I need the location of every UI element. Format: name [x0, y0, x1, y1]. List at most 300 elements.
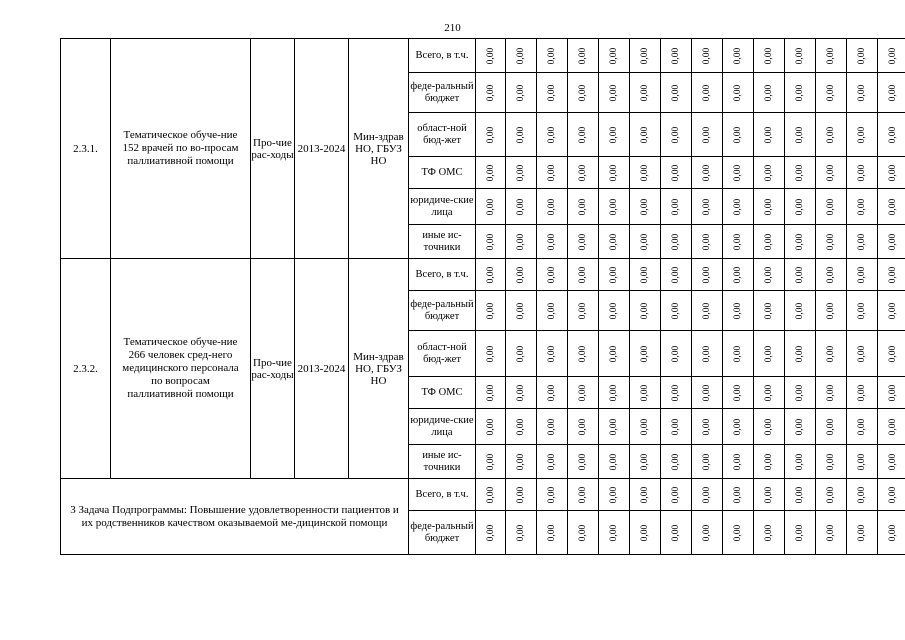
value-text: 0,00	[795, 345, 805, 362]
value-text: 0,00	[485, 418, 496, 435]
value-text: 0,00	[733, 198, 743, 215]
value-cell	[878, 157, 905, 189]
value-text: 0,00	[702, 384, 712, 401]
value-cell	[661, 511, 692, 555]
value-text: 0,00	[640, 47, 650, 64]
value-cell	[630, 259, 661, 291]
value-cell	[754, 259, 785, 291]
value-cell	[785, 189, 816, 225]
funding-source: ТФ ОМС	[409, 157, 476, 189]
value-cell	[506, 73, 537, 113]
value-text: 0,00	[733, 486, 743, 503]
value-cell	[476, 73, 506, 113]
value-text: 0,00	[578, 453, 588, 470]
value-text: 0,00	[640, 302, 650, 319]
value-text: 0,00	[671, 486, 681, 503]
value-text: 0,00	[702, 453, 712, 470]
value-cell	[754, 113, 785, 157]
value-text: 0,00	[640, 84, 650, 101]
value-text: 0,00	[547, 486, 557, 503]
value-cell	[847, 113, 878, 157]
executor: Мин-здрав НО, ГБУЗ НО	[349, 39, 409, 259]
value-text: 0,00	[733, 345, 743, 362]
value-text: 0,00	[702, 84, 712, 101]
value-text: 0,00	[516, 164, 526, 181]
value-cell	[506, 331, 537, 377]
value-cell	[847, 331, 878, 377]
value-text: 0,00	[671, 453, 681, 470]
value-text: 0,00	[857, 486, 867, 503]
value-cell	[568, 189, 599, 225]
value-cell	[785, 113, 816, 157]
value-text: 0,00	[702, 266, 712, 283]
value-cell	[568, 445, 599, 479]
funding-source: ТФ ОМС	[409, 377, 476, 409]
value-cell	[630, 511, 661, 555]
value-text: 0,00	[888, 233, 898, 250]
value-cell	[878, 39, 905, 73]
funding-source: иные ис-точники	[409, 225, 476, 259]
value-cell	[878, 225, 905, 259]
value-cell	[754, 291, 785, 331]
value-text: 0,00	[609, 486, 619, 503]
value-cell	[476, 291, 506, 331]
value-text: 0,00	[764, 266, 774, 283]
value-cell	[476, 409, 506, 445]
value-text: 0,00	[578, 198, 588, 215]
funding-source: феде-ральный бюджет	[409, 511, 476, 555]
value-text: 0,00	[795, 233, 805, 250]
value-cell	[754, 73, 785, 113]
value-text: 0,00	[702, 198, 712, 215]
value-cell	[723, 445, 754, 479]
funding-source: юридиче-ские лица	[409, 409, 476, 445]
value-cell	[723, 331, 754, 377]
value-cell	[599, 511, 630, 555]
value-text: 0,00	[609, 47, 619, 64]
value-cell	[568, 113, 599, 157]
value-cell	[816, 225, 847, 259]
value-cell	[599, 39, 630, 73]
value-text: 0,00	[888, 164, 898, 181]
value-cell	[692, 113, 723, 157]
executor: Мин-здрав НО, ГБУЗ НО	[349, 259, 409, 479]
value-cell	[692, 291, 723, 331]
value-text: 0,00	[547, 47, 557, 64]
value-cell	[723, 189, 754, 225]
value-cell	[661, 225, 692, 259]
value-text: 0,00	[826, 453, 836, 470]
value-cell	[661, 331, 692, 377]
value-cell	[754, 39, 785, 73]
value-text: 0,00	[547, 302, 557, 319]
value-text: 0,00	[764, 524, 774, 541]
value-cell	[692, 445, 723, 479]
value-cell	[878, 189, 905, 225]
value-cell	[661, 377, 692, 409]
value-text: 0,00	[826, 233, 836, 250]
value-cell	[537, 291, 568, 331]
value-text: 0,00	[547, 126, 557, 143]
value-cell	[599, 189, 630, 225]
value-cell	[878, 377, 905, 409]
value-text: 0,00	[640, 384, 650, 401]
value-text: 0,00	[516, 126, 526, 143]
funding-source: иные ис-точники	[409, 445, 476, 479]
value-cell	[537, 259, 568, 291]
value-cell	[754, 157, 785, 189]
value-text: 0,00	[795, 198, 805, 215]
value-cell	[568, 225, 599, 259]
value-text: 0,00	[578, 418, 588, 435]
value-text: 0,00	[702, 486, 712, 503]
value-text: 0,00	[578, 384, 588, 401]
value-cell	[537, 479, 568, 511]
value-cell	[537, 377, 568, 409]
value-cell	[661, 113, 692, 157]
value-text: 0,00	[733, 266, 743, 283]
value-text: 0,00	[547, 233, 557, 250]
value-text: 0,00	[609, 233, 619, 250]
value-text: 0,00	[485, 198, 496, 215]
value-cell	[630, 479, 661, 511]
value-cell	[506, 511, 537, 555]
value-text: 0,00	[516, 486, 526, 503]
value-cell	[754, 331, 785, 377]
value-text: 0,00	[547, 418, 557, 435]
value-text: 0,00	[764, 418, 774, 435]
value-text: 0,00	[516, 418, 526, 435]
value-cell	[568, 73, 599, 113]
value-cell	[785, 259, 816, 291]
funding-source: област-ной бюд-жет	[409, 113, 476, 157]
value-text: 0,00	[516, 198, 526, 215]
value-text: 0,00	[671, 47, 681, 64]
value-cell	[537, 113, 568, 157]
value-cell	[723, 259, 754, 291]
period: 2013-2024	[295, 39, 349, 259]
value-text: 0,00	[485, 47, 496, 64]
value-text: 0,00	[795, 302, 805, 319]
value-text: 0,00	[764, 302, 774, 319]
value-text: 0,00	[671, 233, 681, 250]
value-text: 0,00	[702, 345, 712, 362]
value-cell	[506, 259, 537, 291]
value-text: 0,00	[795, 47, 805, 64]
value-cell	[785, 511, 816, 555]
value-cell	[878, 259, 905, 291]
value-cell	[506, 377, 537, 409]
value-cell	[692, 479, 723, 511]
value-text: 0,00	[640, 486, 650, 503]
value-cell	[599, 113, 630, 157]
value-text: 0,00	[888, 302, 898, 319]
value-cell	[476, 479, 506, 511]
value-text: 0,00	[857, 233, 867, 250]
value-cell	[878, 73, 905, 113]
value-cell	[599, 225, 630, 259]
value-cell	[599, 409, 630, 445]
value-cell	[816, 39, 847, 73]
value-text: 0,00	[578, 524, 588, 541]
value-cell	[568, 479, 599, 511]
value-text: 0,00	[826, 198, 836, 215]
value-text: 0,00	[733, 47, 743, 64]
value-text: 0,00	[888, 198, 898, 215]
value-cell	[878, 291, 905, 331]
value-text: 0,00	[609, 164, 619, 181]
value-cell	[630, 225, 661, 259]
value-text: 0,00	[733, 84, 743, 101]
value-cell	[785, 445, 816, 479]
value-cell	[568, 291, 599, 331]
value-text: 0,00	[671, 266, 681, 283]
value-text: 0,00	[516, 453, 526, 470]
value-text: 0,00	[516, 233, 526, 250]
value-text: 0,00	[888, 418, 898, 435]
value-text: 0,00	[826, 84, 836, 101]
value-cell	[476, 225, 506, 259]
value-text: 0,00	[671, 302, 681, 319]
value-text: 0,00	[516, 47, 526, 64]
value-text: 0,00	[888, 126, 898, 143]
value-text: 0,00	[640, 345, 650, 362]
value-cell	[506, 479, 537, 511]
value-cell	[599, 331, 630, 377]
value-cell	[878, 445, 905, 479]
value-text: 0,00	[826, 524, 836, 541]
value-cell	[506, 409, 537, 445]
value-text: 0,00	[485, 524, 496, 541]
value-cell	[785, 479, 816, 511]
value-cell	[506, 39, 537, 73]
funding-source: феде-ральный бюджет	[409, 291, 476, 331]
value-cell	[599, 259, 630, 291]
value-text: 0,00	[671, 84, 681, 101]
value-cell	[754, 377, 785, 409]
value-text: 0,00	[640, 126, 650, 143]
value-cell	[878, 409, 905, 445]
value-text: 0,00	[826, 266, 836, 283]
value-cell	[754, 445, 785, 479]
row-number: 2.3.2.	[61, 259, 111, 479]
value-cell	[847, 157, 878, 189]
value-text: 0,00	[485, 164, 496, 181]
value-cell	[847, 511, 878, 555]
value-text: 0,00	[578, 233, 588, 250]
value-text: 0,00	[516, 524, 526, 541]
value-cell	[476, 259, 506, 291]
value-text: 0,00	[826, 47, 836, 64]
value-cell	[692, 259, 723, 291]
value-text: 0,00	[485, 266, 496, 283]
value-text: 0,00	[671, 164, 681, 181]
value-text: 0,00	[857, 47, 867, 64]
value-cell	[754, 511, 785, 555]
value-cell	[506, 157, 537, 189]
value-cell	[785, 291, 816, 331]
value-cell	[692, 331, 723, 377]
value-cell	[847, 189, 878, 225]
value-text: 0,00	[888, 524, 898, 541]
value-cell	[816, 157, 847, 189]
value-cell	[661, 291, 692, 331]
value-text: 0,00	[857, 266, 867, 283]
value-text: 0,00	[857, 126, 867, 143]
value-text: 0,00	[547, 453, 557, 470]
value-cell	[568, 331, 599, 377]
value-text: 0,00	[857, 84, 867, 101]
value-text: 0,00	[733, 384, 743, 401]
value-cell	[599, 377, 630, 409]
value-cell	[661, 445, 692, 479]
funding-source: юридиче-ские лица	[409, 189, 476, 225]
value-text: 0,00	[826, 345, 836, 362]
value-text: 0,00	[857, 345, 867, 362]
value-cell	[816, 409, 847, 445]
value-text: 0,00	[671, 126, 681, 143]
value-cell	[785, 409, 816, 445]
value-text: 0,00	[485, 384, 496, 401]
value-cell	[476, 157, 506, 189]
task-title: 3 Задача Подпрограммы: Повышение удовлетворенности пациентов и их родственников качеством оказываемой ме-дицинской помощи	[61, 479, 409, 555]
value-text: 0,00	[640, 233, 650, 250]
value-text: 0,00	[795, 486, 805, 503]
value-cell	[847, 377, 878, 409]
value-text: 0,00	[795, 453, 805, 470]
value-cell	[847, 225, 878, 259]
value-cell	[568, 511, 599, 555]
funding-source: област-ной бюд-жет	[409, 331, 476, 377]
value-text: 0,00	[764, 453, 774, 470]
value-text: 0,00	[702, 126, 712, 143]
value-text: 0,00	[516, 302, 526, 319]
value-cell	[723, 377, 754, 409]
value-cell	[661, 73, 692, 113]
value-cell	[878, 331, 905, 377]
value-text: 0,00	[547, 524, 557, 541]
value-cell	[476, 39, 506, 73]
value-text: 0,00	[702, 302, 712, 319]
value-text: 0,00	[888, 486, 898, 503]
value-cell	[630, 331, 661, 377]
value-cell	[537, 445, 568, 479]
value-text: 0,00	[578, 486, 588, 503]
funding-source: Всего, в т.ч.	[409, 39, 476, 73]
value-text: 0,00	[485, 486, 496, 503]
value-text: 0,00	[857, 302, 867, 319]
funding-source: феде-ральный бюджет	[409, 73, 476, 113]
value-text: 0,00	[516, 266, 526, 283]
value-text: 0,00	[609, 345, 619, 362]
value-cell	[785, 225, 816, 259]
value-cell	[476, 445, 506, 479]
value-text: 0,00	[857, 384, 867, 401]
value-cell	[847, 445, 878, 479]
value-cell	[692, 225, 723, 259]
value-cell	[692, 377, 723, 409]
value-cell	[785, 73, 816, 113]
value-cell	[816, 189, 847, 225]
value-cell	[754, 225, 785, 259]
value-cell	[878, 113, 905, 157]
value-cell	[785, 39, 816, 73]
value-cell	[506, 225, 537, 259]
value-text: 0,00	[485, 453, 496, 470]
period: 2013-2024	[295, 259, 349, 479]
value-text: 0,00	[609, 198, 619, 215]
value-cell	[476, 377, 506, 409]
value-cell	[723, 225, 754, 259]
value-cell	[847, 291, 878, 331]
value-cell	[630, 189, 661, 225]
value-cell	[816, 113, 847, 157]
activity-description: Тематическое обуче-ние 152 врачей по во-просам паллиативной помощи	[111, 39, 251, 259]
value-text: 0,00	[516, 345, 526, 362]
value-cell	[661, 479, 692, 511]
value-text: 0,00	[547, 384, 557, 401]
value-text: 0,00	[888, 384, 898, 401]
value-cell	[785, 377, 816, 409]
value-cell	[692, 409, 723, 445]
value-text: 0,00	[578, 302, 588, 319]
table-row	[61, 39, 905, 73]
value-cell	[754, 189, 785, 225]
value-text: 0,00	[795, 164, 805, 181]
value-cell	[723, 113, 754, 157]
value-text: 0,00	[764, 345, 774, 362]
value-text: 0,00	[702, 524, 712, 541]
value-cell	[568, 157, 599, 189]
value-text: 0,00	[733, 524, 743, 541]
value-cell	[661, 259, 692, 291]
value-cell	[630, 157, 661, 189]
value-cell	[816, 331, 847, 377]
value-text: 0,00	[671, 524, 681, 541]
value-text: 0,00	[826, 486, 836, 503]
value-text: 0,00	[609, 266, 619, 283]
value-text: 0,00	[578, 266, 588, 283]
value-cell	[537, 225, 568, 259]
value-text: 0,00	[671, 198, 681, 215]
value-cell	[661, 189, 692, 225]
value-cell	[506, 113, 537, 157]
value-cell	[692, 157, 723, 189]
value-text: 0,00	[826, 164, 836, 181]
value-cell	[630, 445, 661, 479]
value-text: 0,00	[702, 233, 712, 250]
value-text: 0,00	[702, 47, 712, 64]
value-text: 0,00	[733, 302, 743, 319]
value-text: 0,00	[609, 524, 619, 541]
value-cell	[785, 331, 816, 377]
value-text: 0,00	[795, 84, 805, 101]
value-cell	[754, 479, 785, 511]
value-text: 0,00	[826, 126, 836, 143]
value-text: 0,00	[609, 84, 619, 101]
value-cell	[476, 511, 506, 555]
value-cell	[723, 291, 754, 331]
funding-table	[60, 38, 905, 555]
value-text: 0,00	[485, 126, 496, 143]
value-text: 0,00	[485, 302, 496, 319]
value-cell	[692, 189, 723, 225]
value-cell	[723, 39, 754, 73]
value-text: 0,00	[640, 418, 650, 435]
value-cell	[537, 331, 568, 377]
value-text: 0,00	[485, 233, 496, 250]
value-text: 0,00	[640, 524, 650, 541]
